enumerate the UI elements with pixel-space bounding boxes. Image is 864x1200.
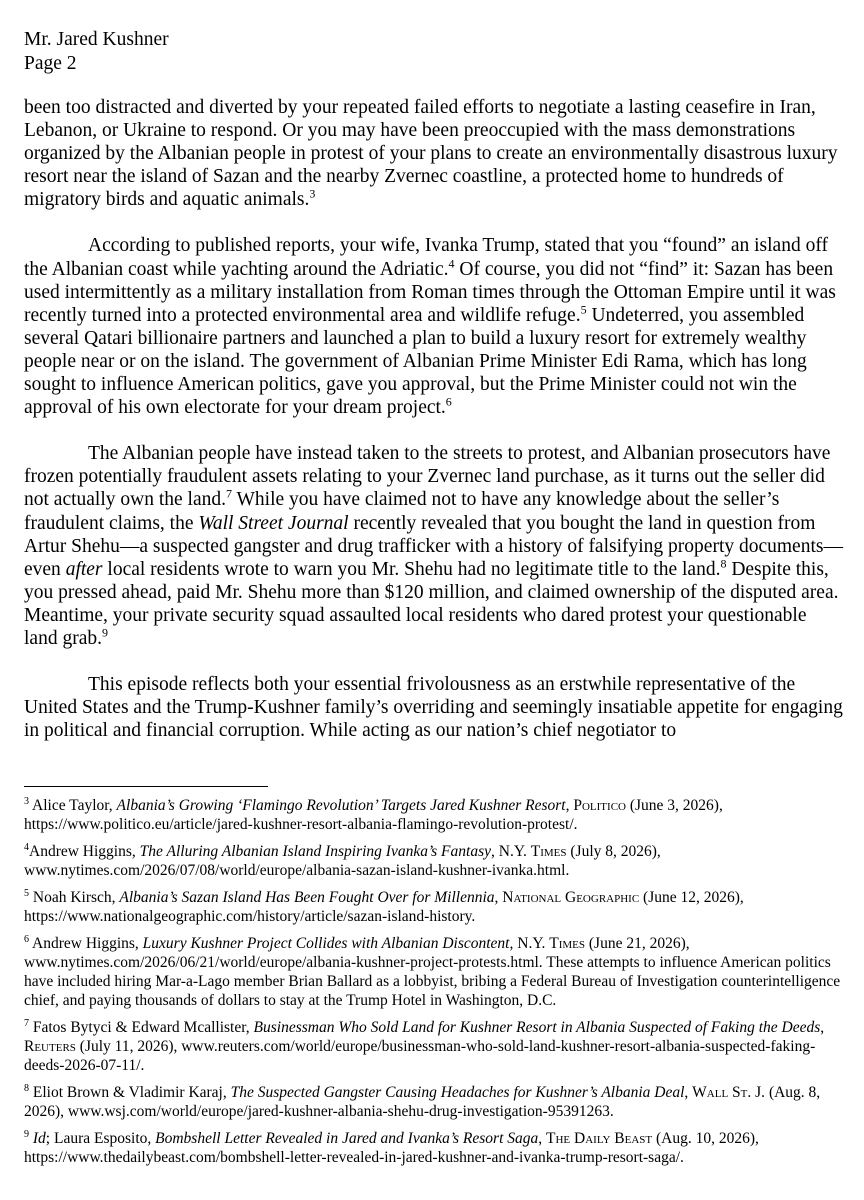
- letter-header: [24, 28, 169, 76]
- publication-name: Times: [530, 843, 567, 860]
- footnote-marker: 9: [101, 625, 108, 640]
- text-run: ,: [684, 1084, 693, 1101]
- text-run: , N.Y.: [491, 843, 531, 860]
- italic-text: after: [65, 558, 103, 580]
- publication-name: Wall St. J.: [692, 1084, 766, 1101]
- footnote-marker: 3: [24, 795, 29, 807]
- text-run: (July 8, 2026), www.nytimes.com/2026/07/08/world/europe/albania-sazan-island-kushner-ivanka.html.: [24, 843, 661, 879]
- publication-name: The Daily Beast: [546, 1130, 653, 1147]
- body-paragraph: [24, 442, 844, 650]
- italic-text: Businessman Who Sold Land for Kushner Resort in Albania Suspected of Faking the Deeds: [253, 1019, 821, 1036]
- footnote: [24, 1083, 844, 1121]
- text-run: (June 12, 2026), https://www.nationalgeographic.com/history/article/sazan-island-history.: [24, 889, 744, 925]
- footnotes-section: [24, 796, 844, 1175]
- recipient-name: Mr. Jared Kushner: [24, 29, 169, 50]
- letter-body: [24, 96, 844, 742]
- text-run: According to published reports, your wife, Ivanka Trump, stated that you “found” an island off the Albanian coast while yachting around the Adriatic.: [24, 235, 828, 280]
- text-run: (Aug. 8, 2026), www.wsj.com/world/europe/jared-kushner-albania-shehu-drug-investigation-95391263.: [24, 1084, 821, 1120]
- footnote-marker: 7: [226, 486, 232, 501]
- text-run: Alice Taylor,: [29, 797, 117, 814]
- text-run: (Aug. 10, 2026), https://www.thedailybeast.com/bombshell-letter-revealed-in-jared-kushner-and-ivanka-trump-resort-saga/.: [24, 1130, 759, 1166]
- footnote-marker: 5: [24, 887, 29, 899]
- text-run: Fatos Bytyci & Edward Mcallister,: [29, 1019, 254, 1036]
- text-run: (June 3, 2026), https://www.politico.eu/article/jared-kushner-resort-albania-flamingo-revolution-protest/.: [24, 797, 723, 833]
- text-run: ; Laura Esposito,: [45, 1130, 156, 1147]
- text-run: Noah Kirsch,: [29, 889, 120, 906]
- text-run: Eliot Brown & Vladimir Karaj,: [29, 1084, 231, 1101]
- text-run: , N.Y.: [509, 935, 550, 952]
- footnote-marker: 4: [448, 256, 455, 271]
- footnote: [24, 934, 844, 1010]
- footnote-separator: [24, 786, 268, 787]
- footnote-marker: 4: [24, 841, 29, 853]
- publication-name: Times: [549, 935, 586, 952]
- text-run: been too distracted and diverted by your repeated failed efforts to negotiate a lasting ceasefire in Iran, Lebanon, or Ukraine to respond. Or you may have been preoccupied with the mass demonstrations organized by the Albanian people in protest of your plans to create an environmentally disastrous luxury resort near the island of Sazan and the nearby Zvernec coastline, a protected home to hundreds of migratory birds and aquatic animals.: [24, 97, 838, 211]
- footnote-marker: 7: [24, 1017, 29, 1029]
- text-run: ,: [820, 1019, 825, 1036]
- text-run: This episode reflects both your essential frivolousness as an erstwhile representative of the United States and the Trump-Kushner family’s overriding and seemingly insatiable appetite for engaging in political and financial corruption. While acting as our nation’s chief negotiator to: [24, 674, 843, 742]
- italic-text: Id: [32, 1130, 46, 1147]
- publication-name: Politico: [573, 797, 626, 814]
- text-run: local residents wrote to warn you Mr. Shehu had no legitimate title to the land.: [102, 558, 721, 580]
- text-run: recently revealed that you bought the land in question from Artur Shehu—a suspected gangster and drug trafficker with a history of falsifying property documents—even: [24, 512, 843, 580]
- body-paragraph: [24, 673, 844, 742]
- footnote: [24, 888, 844, 926]
- footnote: [24, 1018, 844, 1075]
- text-run: (July 11, 2026), www.reuters.com/world/europe/businessman-who-sold-land-kushner-resort-albania-suspected-faking-deeds-2026-07-11/.: [24, 1038, 816, 1074]
- footnote-marker: 6: [24, 933, 29, 945]
- footnote-marker: 3: [309, 186, 316, 201]
- italic-text: Albania’s Growing ‘Flamingo Revolution’ Targets Jared Kushner Resort: [116, 797, 566, 814]
- body-paragraph: [24, 96, 844, 211]
- page-number: Page 2: [24, 53, 77, 74]
- text-run: While you have claimed not to have any knowledge about the seller’s fraudulent claims, the: [24, 489, 780, 534]
- italic-text: Wall Street Journal: [198, 512, 349, 534]
- text-run: Andrew Higgins,: [29, 935, 143, 952]
- italic-text: Bombshell Letter Revealed in Jared and Ivanka’s Resort Saga: [155, 1130, 539, 1147]
- footnote: [24, 842, 844, 880]
- footnote-marker: 6: [445, 394, 452, 409]
- text-run: ,: [538, 1130, 547, 1147]
- text-run: ,: [494, 889, 503, 906]
- footnote-marker: 5: [580, 302, 587, 317]
- text-run: Despite this, you pressed ahead, paid Mr. Shehu more than $120 million, and claimed ownership of the disputed area. Meantime, your private security squad assaulted local residents who dared protest your questionable land grab.: [24, 558, 839, 649]
- footnote: [24, 1129, 844, 1167]
- publication-name: Reuters: [24, 1038, 76, 1055]
- text-run: (June 21, 2026), www.nytimes.com/2026/06/21/world/europe/albania-kushner-project-protests.html. These attempts to influence American politics have included hiring Mar-a-Lago member Brian Ballard as a lobbyist, bribing a Federal Bureau of Investigation counterintelligence chief, and paying thousands of dollars to stay at the Trump Hotel in Washington, D.C.: [24, 935, 841, 1009]
- footnote-marker: 9: [24, 1128, 29, 1140]
- text-run: Of course, you did not “find” it: Sazan has been used intermittently as a military installation from Roman times through the Ottoman Empire until it was recently turned into a protected environmental area and wildlife refuge.: [24, 258, 836, 326]
- text-run: The Albanian people have instead taken to the streets to protest, and Albanian prosecutors have frozen potentially fraudulent assets relating to your Zvernec land purchase, as it turns out the seller did not actually own the land.: [24, 443, 831, 511]
- footnote-marker: 8: [24, 1082, 29, 1094]
- text-run: Undeterred, you assembled several Qatari billionaire partners and launched a plan to build a luxury resort for extremely wealthy people near or on the island. The government of Albanian Prime Minister Edi Rama, which has long sought to influence American politics, gave you approval, but the Prime Minister could not win the approval of his own electorate for your dream project.: [24, 304, 807, 419]
- text-run: Andrew Higgins,: [29, 843, 140, 860]
- italic-text: Luxury Kushner Project Collides with Albanian Discontent: [142, 935, 510, 952]
- italic-text: Albania’s Sazan Island Has Been Fought Over for Millennia: [119, 889, 495, 906]
- text-run: ,: [565, 797, 574, 814]
- footnote: [24, 796, 844, 834]
- footnote-marker: 8: [720, 556, 727, 571]
- italic-text: The Alluring Albanian Island Inspiring Ivanka’s Fantasy: [139, 843, 491, 860]
- italic-text: The Suspected Gangster Causing Headaches for Kushner’s Albania Deal: [230, 1084, 685, 1101]
- publication-name: National Geographic: [502, 889, 640, 906]
- body-paragraph: [24, 234, 844, 419]
